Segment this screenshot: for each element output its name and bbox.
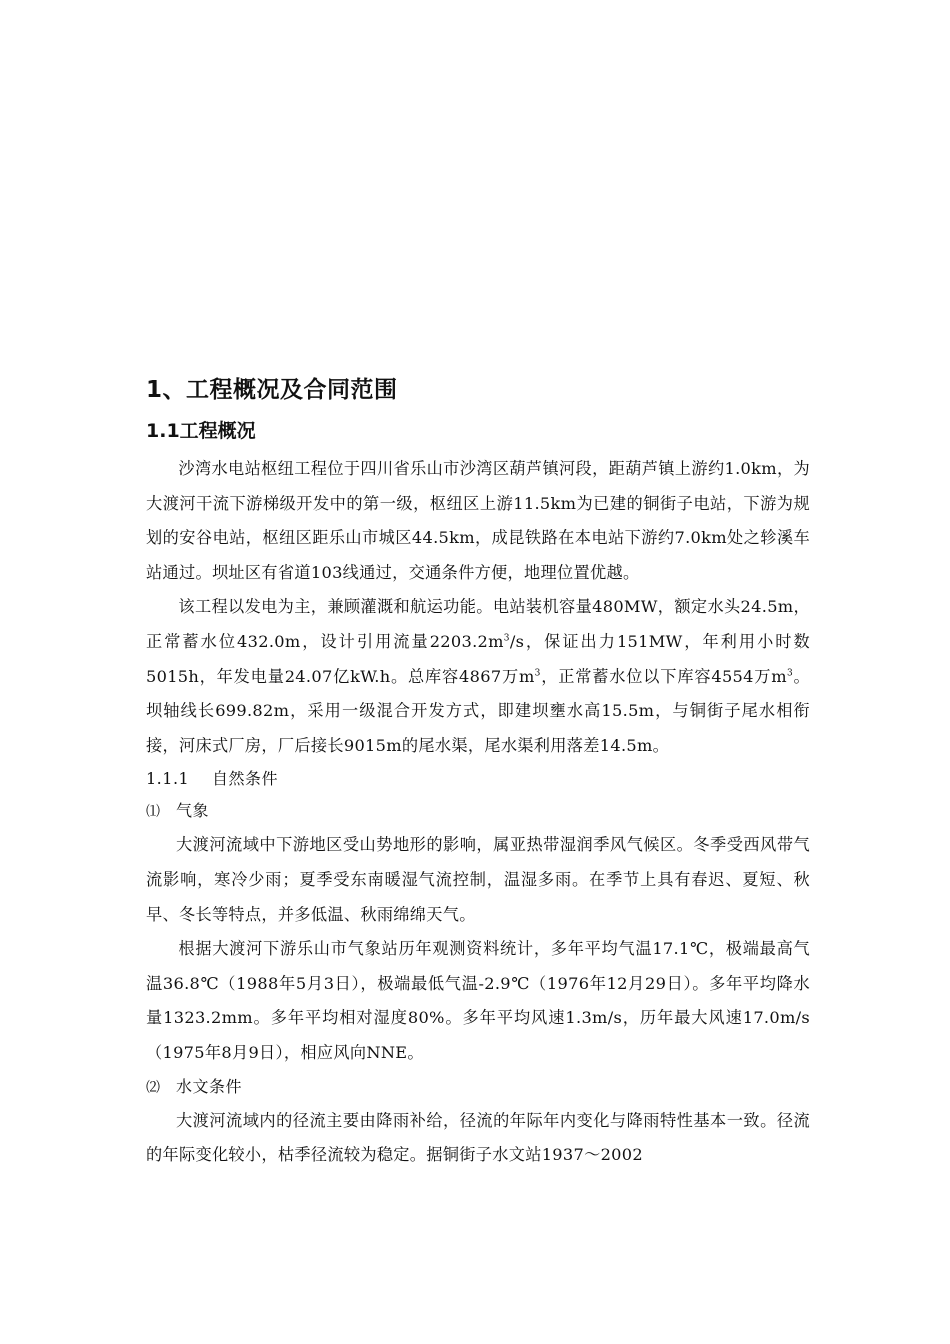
paragraph-meteorological-stats: 根据大渡河下游乐山市气象站历年观测资料统计，多年平均气温17.1℃，极端最高气温36.8℃（1988年5月3日），极端最低气温-2.9℃（1976年12月29日）。多年平均降水量1323.2mm。多年平均相对湿度80%。多年平均风速1.3m/s，历年最大风速17.0m/s（1975年8月9日），相应风向NNE。 — [146, 939, 810, 1062]
superscript: 3 — [534, 668, 541, 679]
section-heading: 1.1工程概况 — [146, 420, 256, 442]
item-number: ⑴ — [146, 804, 161, 821]
superscript: 3 — [786, 668, 793, 679]
paragraph-hydrology: 大渡河流域内的径流主要由降雨补给，径流的年际年内变化与降雨特性基本一致。径流的年际变化较小，枯季径流较为稳定。据铜街子水文站1937～2002 — [146, 1110, 810, 1165]
document-body — [146, 372, 810, 1173]
text-run: ，正常蓄水位以下库容4554万m — [540, 666, 787, 686]
paragraph-climate: 大渡河流域中下游地区受山势地形的影响，属亚热带湿润季风气候区。冬季受西风带气流影响，寒冷少雨；夏季受东南暖湿气流控制，温湿多雨。在季节上具有春迟、夏短、秋早、冬长等特点，并多低温、秋雨绵绵天气。 — [146, 835, 810, 924]
superscript: 3 — [503, 633, 510, 644]
item-title: 气象 — [176, 801, 210, 821]
item-heading-hydrology — [146, 1071, 810, 1104]
item-title: 水文条件 — [176, 1076, 243, 1096]
subsection-title: 自然条件 — [212, 769, 279, 789]
paragraph-location: 沙湾水电站枢纽工程位于四川省乐山市沙湾区葫芦镇河段，距葫芦镇上游约1.0km，为大渡河干流下游梯级开发中的第一级，枢纽区上游11.5km为已建的铜街子电站，下游为规划的安谷电站，枢纽区距乐山市城区44.5km，成昆铁路在本电站下游约7.0km处之轸溪车站通过。坝址区有省道103线通过，交通条件方便，地理位置优越。 — [146, 459, 810, 582]
paragraph-project-parameters — [146, 590, 810, 763]
chapter-heading: 1、工程概况及合同范围 — [146, 377, 398, 403]
text-run: /s，保证出力151MW，年利用小时数5015h，年发电量24.07亿kW.h。总库容4867万m — [146, 631, 810, 686]
text-run: 该工程以发电为主，兼顾灌溉和航运功能。电站装机容量480MW，额定水头24.5m，正常蓄水位432.0m，设计引用流量2203.2m — [146, 597, 810, 651]
subsection-number: 1.1.1 — [146, 769, 190, 789]
item-number: ⑵ — [146, 1079, 161, 1096]
subsection-heading — [146, 763, 810, 795]
text-run: 。坝轴线长699.82m，采用一级混合开发方式，即建坝壅水高15.5m，与铜街子尾水相衔接，河床式厂房，厂后接长9015m的尾水渠，尾水渠利用落差14.5m。 — [146, 666, 810, 755]
item-heading-climate — [146, 795, 810, 828]
